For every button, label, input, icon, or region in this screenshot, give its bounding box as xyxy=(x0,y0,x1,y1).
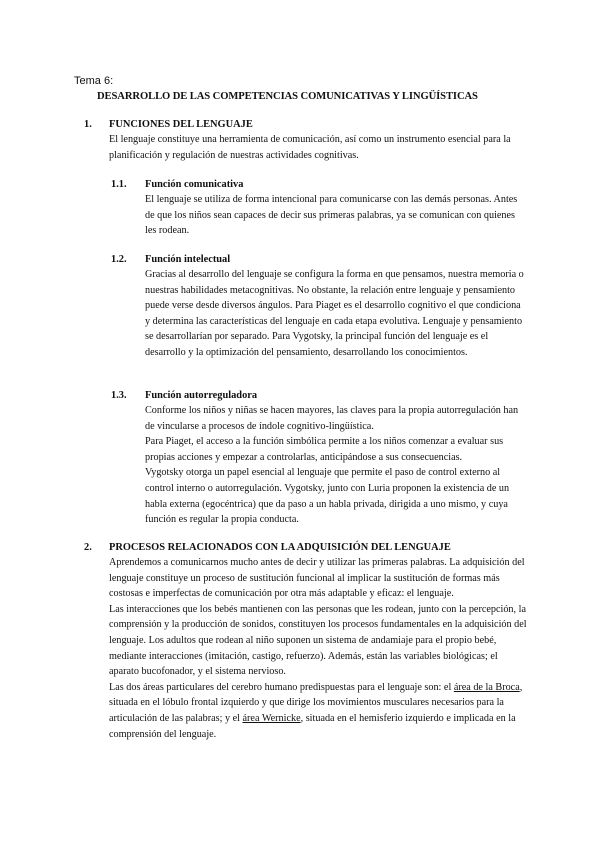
subsection-1-2-text: Gracias al desarrollo del lenguaje se configura la forma en que pensamos, nuestra memoria o nuestras habilidades metacognitivas. No obstante, la relación entre lenguaje y pensamiento puede verse desde diversos ángulos. Para Piaget es el desarrollo cognitivo el que condiciona y determina las características del lenguaje en cada etapa evolutiva. Lenguaje y pensamiento se desarrollarían por separado. Para Vygotsky, la principal función del lenguaje es el desarrollo y la optimización del pensamiento, desarrollando los conocimientos. xyxy=(145,269,524,358)
paragraph-3-text-a: Las dos áreas particulares del cerebro humano predispuestas para el lenguaje son: el xyxy=(109,681,454,693)
section-2-paragraph-2: Las interacciones que los bebés mantienen con las personas que les rodean, junto con la percepción, la comprensión y la producción de sonidos, constituyen los procesos fundamentales en la adquisición del lenguaje. Los adultos que rodean al niño suponen un sistema de andamiaje para el propio bebé, mediante interacciones (imitación, castigo, refuerzo). Además, están las variables biológicas; el aparato bucofonador, y el sistema nervioso. xyxy=(109,603,527,678)
subsection-1-3-paragraph-3: Vygotsky otorga un papel esencial al lenguaje que permite el paso de control externo al control interno o autorregulación. Vygotsky, junto con Luria proponen la existencia de un habla externa (egocéntrica) que da paso a un habla privada, dirigida a uno mismo, y cuya función es regular la propia conducta. xyxy=(145,467,510,526)
tema-label: Tema 6: xyxy=(74,75,114,87)
page-title: DESARROLLO DE LAS COMPETENCIAS COMUNICATIVAS Y LINGÜÍSTICAS xyxy=(97,91,478,102)
paragraph-3-text-b: , situada en el lóbulo frontal izquierdo y que dirige los movimientos musculares necesarios para la articulación de las palabras; y el xyxy=(109,681,523,724)
section-2-number: 2. xyxy=(84,542,92,553)
paragraph-3-text-c: , situada en el hemisferio izquierdo e implicada en la comprensión del lenguaje. xyxy=(109,712,516,740)
subsection-1-1-text: El lenguaje se utiliza de forma intencional para comunicarse con las demás personas. Antes de que los niños sean capaces de decir sus primeras palabras, ya se comunican con quienes les rodean. xyxy=(145,194,518,237)
broca-area-link[interactable]: área de la Broca xyxy=(453,681,520,693)
subsection-1-2-number: 1.2. xyxy=(111,254,127,265)
subsection-1-2-heading: Función intelectual xyxy=(145,254,231,265)
subsection-1-3-body xyxy=(145,403,528,528)
subsection-1-3-number: 1.3. xyxy=(111,390,127,401)
section-1-intro: El lenguaje constituye una herramienta de comunicación, así como un instrumento esencial para la planificación y regulación de nuestras actividades cognitivas. xyxy=(109,134,511,161)
subsection-1-3-paragraph-1: Conforme los niños y niñas se hacen mayores, las claves para la propia autorregulación han de vincularse a procesos de índole cognitivo-lingüística. xyxy=(145,405,519,432)
subsection-1-3-paragraph-2: Para Piaget, el acceso a la función simbólica permite a los niños comenzar a evaluar sus propias acciones y empezar a controlarlas, anticipándose a sus consecuencias. xyxy=(145,436,504,463)
section-2-heading: PROCESOS RELACIONADOS CON LA ADQUISICIÓN DEL LENGUAJE xyxy=(109,542,451,553)
section-2-paragraph-3 xyxy=(109,680,529,742)
section-2-paragraph-1: Aprendemos a comunicarnos mucho antes de decir y utilizar las primeras palabras. La adquisición del lenguaje constituye un proceso de sustitución funcional al implicar la sustitución de formas más costosas e imperfectas de comunicación por otra más adaptable y eficaz: el lenguaje. xyxy=(109,557,525,600)
wernicke-area-link[interactable]: área Wernicke xyxy=(242,712,301,724)
section-1-heading: FUNCIONES DEL LENGUAJE xyxy=(109,119,253,130)
section-1-number: 1. xyxy=(84,119,92,130)
section-2-body xyxy=(109,555,529,742)
subsection-1-1-heading: Función comunicativa xyxy=(145,179,244,190)
subsection-1-3-heading: Función autorreguladora xyxy=(145,390,258,401)
subsection-1-1-number: 1.1. xyxy=(111,179,127,190)
